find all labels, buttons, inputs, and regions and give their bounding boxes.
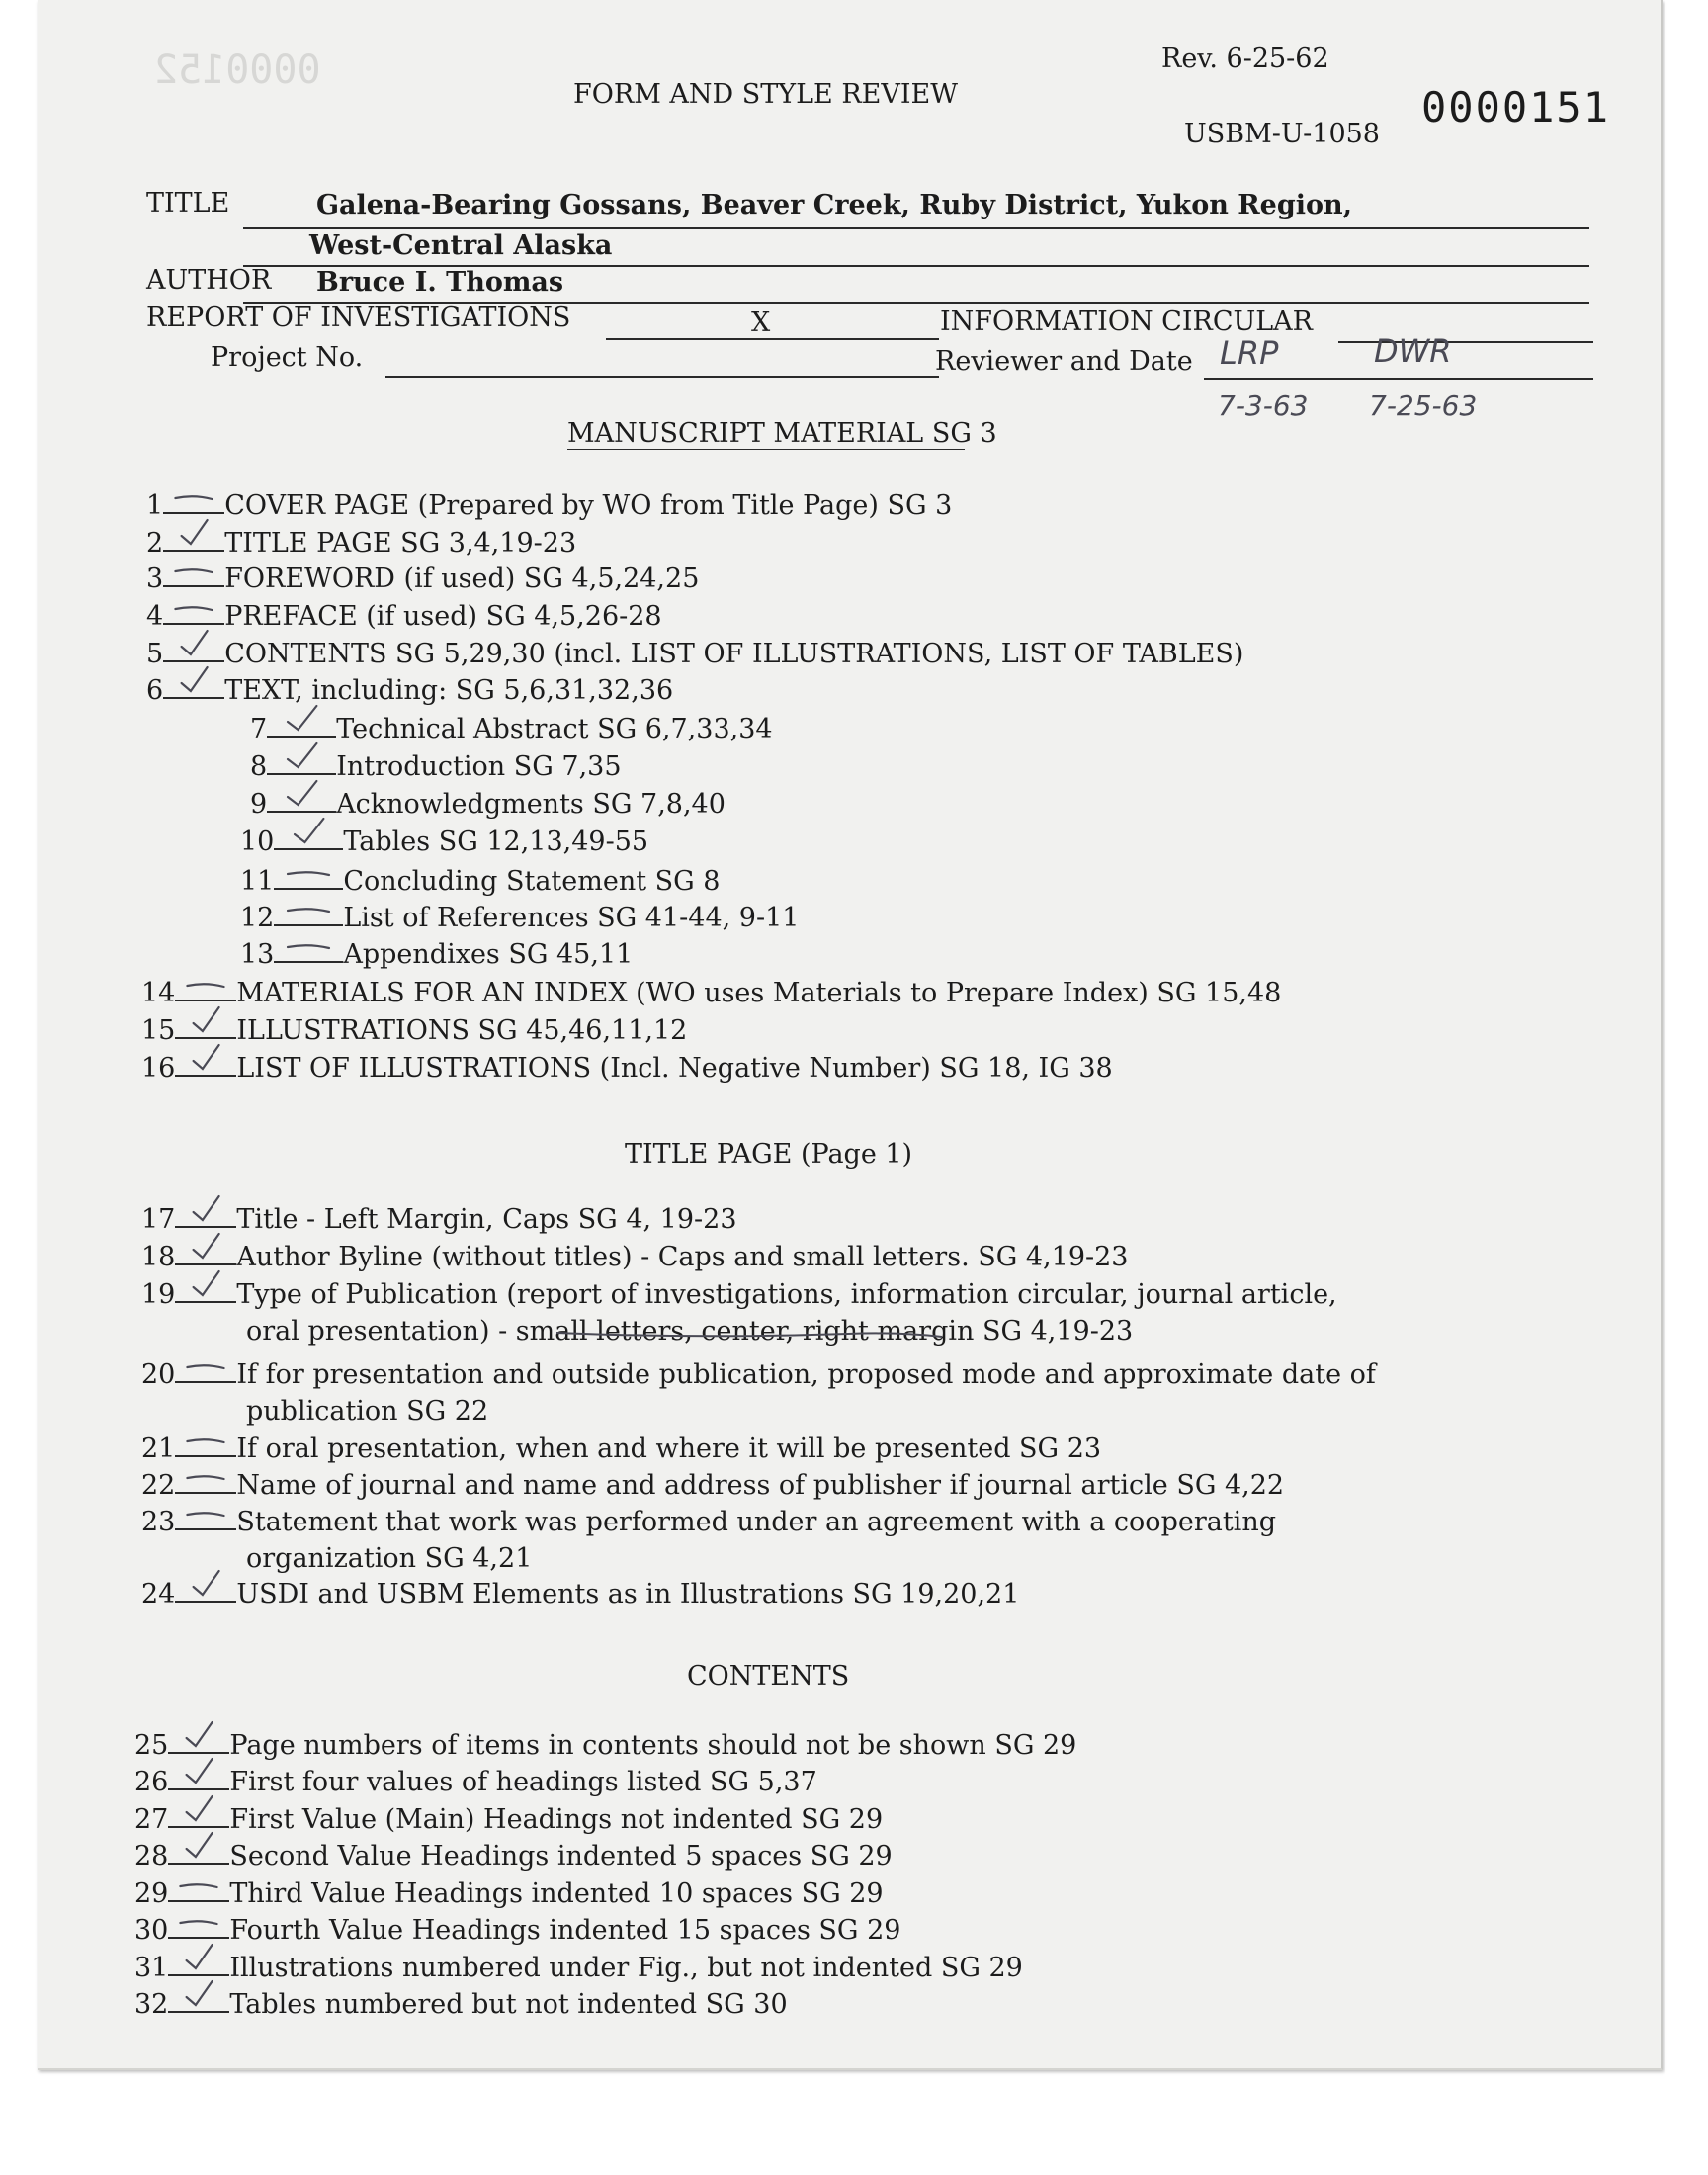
item-text: If oral presentation, when and where it will be presented SG 23	[236, 1434, 1102, 1464]
revision-date: Rev. 6-25-62	[1161, 44, 1329, 74]
bleed-through-stamp: 0000152	[154, 47, 321, 93]
checkmark-blank[interactable]	[163, 639, 224, 662]
dash-mark-icon	[274, 852, 343, 892]
dash-mark-icon	[163, 550, 224, 589]
item-text: Author Byline (without titles) - Caps and small letters. SG 4,19-23	[236, 1242, 1129, 1272]
check-mark-icon	[175, 1190, 236, 1230]
item-text: Fourth Value Headings indented 15 spaces SG 29	[229, 1915, 901, 1946]
item-number: 31	[134, 1953, 169, 1983]
item-number: 23	[141, 1507, 176, 1537]
check-mark-icon	[274, 813, 343, 852]
item-number: 10	[240, 826, 275, 857]
checklist-item-18	[141, 1242, 1128, 1273]
item-number: 14	[141, 978, 176, 1008]
checkmark-blank[interactable]	[267, 789, 336, 813]
check-mark-icon	[175, 1265, 236, 1305]
dash-blank[interactable]	[274, 903, 343, 926]
item-text: Second Value Headings indented 5 spaces SG 29	[229, 1841, 893, 1871]
check-mark-icon	[267, 775, 336, 815]
item-text: Concluding Statement SG 8	[343, 866, 721, 897]
dash-blank[interactable]	[175, 1359, 236, 1383]
checkmark-blank[interactable]	[175, 1242, 236, 1265]
dash-blank[interactable]	[168, 1915, 229, 1939]
dash-blank[interactable]	[168, 1878, 229, 1902]
dash-mark-icon	[274, 925, 343, 965]
item-text: Page numbers of items in contents should not be shown SG 29	[229, 1730, 1077, 1761]
checkmark-blank[interactable]	[274, 826, 343, 850]
dash-blank[interactable]	[163, 564, 224, 587]
item-text: MATERIALS FOR AN INDEX (WO uses Materials to Prepare Index) SG 15,48	[236, 978, 1282, 1008]
check-mark-icon	[163, 661, 224, 701]
item-number: 1	[146, 490, 164, 521]
dash-blank[interactable]	[274, 939, 343, 963]
item-number: 4	[146, 601, 164, 632]
checklist-item-14	[141, 978, 1281, 1009]
checklist-item-25	[134, 1730, 1076, 1762]
handwritten-underline	[552, 1325, 947, 1345]
check-mark-icon	[168, 1975, 229, 2015]
item-text: PREFACE (if used) SG 4,5,26-28	[224, 601, 662, 632]
item-text: TEXT, including: SG 5,6,31,32,36	[224, 675, 674, 706]
item-number: 22	[141, 1470, 176, 1501]
checklist-item-30	[134, 1915, 900, 1947]
checklist-item-31	[134, 1953, 1023, 1984]
reviewer2-initials: DWR	[1374, 332, 1452, 370]
check-mark-icon	[175, 1565, 236, 1605]
manuscript-material-heading: MANUSCRIPT MATERIAL SG 3	[567, 418, 997, 449]
check-mark-icon	[168, 1790, 229, 1830]
item-text: First four values of headings listed SG 5,37	[229, 1767, 817, 1797]
checklist-item-6	[146, 675, 673, 707]
item-text-continuation: organization SG 4,21	[246, 1543, 533, 1574]
item-text: ILLUSTRATIONS SG 45,46,11,12	[236, 1015, 688, 1046]
dash-mark-icon	[163, 477, 224, 516]
title-value-line1: Galena-Bearing Gossans, Beaver Creek, Ruby District, Yukon Region,	[316, 190, 1353, 220]
checklist-item-32	[134, 1989, 788, 2021]
check-mark-icon	[175, 1228, 236, 1267]
item-number: 6	[146, 675, 164, 706]
item-number: 13	[240, 939, 275, 970]
item-number: 24	[141, 1579, 176, 1610]
checklist-item-20	[141, 1359, 1376, 1391]
checklist-item-24	[141, 1579, 1019, 1610]
item-number: 8	[250, 751, 268, 782]
checkmark-blank[interactable]	[163, 528, 224, 552]
item-text: Tables numbered but not indented SG 30	[229, 1989, 788, 2020]
item-text: CONTENTS SG 5,29,30 (incl. LIST OF ILLUSTRATIONS, LIST OF TABLES)	[224, 639, 1244, 669]
item-number: 3	[146, 564, 164, 594]
checklist-item-26	[134, 1767, 817, 1798]
checklist-item-28	[134, 1841, 893, 1872]
checkmark-blank[interactable]	[175, 1579, 236, 1603]
check-mark-icon	[175, 1001, 236, 1041]
item-text-continuation: oral presentation) - small letters, center, right margin SG 4,19-23	[246, 1316, 1134, 1347]
checklist-item-3	[146, 564, 699, 595]
checklist-item-1	[146, 490, 952, 522]
checkmark-blank[interactable]	[168, 1841, 229, 1865]
checkmark-blank[interactable]	[168, 1953, 229, 1976]
author-label: AUTHOR	[146, 265, 272, 296]
check-mark-icon	[168, 1716, 229, 1756]
item-number: 19	[141, 1279, 176, 1310]
title-label: TITLE	[146, 188, 230, 218]
item-text: USDI and USBM Elements as in Illustrations SG 19,20,21	[236, 1579, 1020, 1610]
item-number: 17	[141, 1204, 176, 1235]
checklist-item-27	[134, 1804, 883, 1836]
reviewer1-date: 7-3-63	[1218, 390, 1309, 422]
dash-blank[interactable]	[274, 866, 343, 890]
checklist-item-16	[141, 1053, 1113, 1085]
checklist-item-19	[141, 1279, 1337, 1311]
checkmark-blank[interactable]	[175, 1015, 236, 1039]
item-number: 27	[134, 1804, 169, 1835]
check-mark-icon	[175, 1039, 236, 1079]
document-stamp-number: 0000151	[1421, 83, 1611, 131]
checkmark-blank[interactable]	[267, 751, 336, 775]
title-value-line2: West-Central Alaska	[309, 230, 613, 261]
item-number: 2	[146, 528, 164, 559]
item-number: 20	[141, 1359, 176, 1390]
checkmark-blank[interactable]	[175, 1053, 236, 1077]
author-value: Bruce I. Thomas	[316, 267, 564, 298]
dash-blank[interactable]	[163, 601, 224, 625]
item-number: 21	[141, 1434, 176, 1464]
item-text: Tables SG 12,13,49-55	[343, 826, 649, 857]
dash-mark-icon	[274, 889, 343, 928]
form-sheet	[38, 0, 1663, 2070]
checkmark-blank[interactable]	[175, 1279, 236, 1303]
check-mark-icon	[163, 514, 224, 554]
checklist-item-22	[141, 1470, 1284, 1502]
checklist-item-23	[141, 1507, 1276, 1538]
checkmark-blank[interactable]	[267, 714, 336, 738]
item-number: 7	[250, 714, 268, 744]
dash-mark-icon	[175, 1346, 236, 1385]
item-number: 30	[134, 1915, 169, 1946]
item-text: LIST OF ILLUSTRATIONS (Incl. Negative Number) SG 18, IG 38	[236, 1053, 1113, 1084]
item-number: 18	[141, 1242, 176, 1272]
item-number: 16	[141, 1053, 176, 1084]
dash-mark-icon	[168, 1865, 229, 1904]
dash-mark-icon	[163, 587, 224, 627]
dash-blank[interactable]	[175, 978, 236, 1001]
check-mark-icon	[267, 700, 336, 740]
reviewer1-initials: LRP	[1220, 334, 1279, 372]
contents-heading: CONTENTS	[687, 1661, 850, 1692]
dash-mark-icon	[175, 1493, 236, 1532]
item-number: 12	[240, 903, 275, 933]
dash-blank[interactable]	[163, 490, 224, 514]
project-number-label: Project No.	[211, 342, 364, 373]
checkmark-blank[interactable]	[168, 1804, 229, 1828]
form-title: FORM AND STYLE REVIEW	[573, 79, 958, 110]
title-page-heading: TITLE PAGE (Page 1)	[625, 1139, 913, 1170]
item-number: 5	[146, 639, 164, 669]
reviewer-and-date-label: Reviewer and Date	[935, 346, 1193, 377]
item-text: Illustrations numbered under Fig., but not indented SG 29	[229, 1953, 1023, 1983]
dash-mark-icon	[175, 964, 236, 1003]
report-of-investigations-mark: X	[751, 307, 771, 338]
item-text: Statement that work was performed under an agreement with a cooperating	[236, 1507, 1276, 1537]
item-text: Acknowledgments SG 7,8,40	[336, 789, 726, 820]
check-mark-icon	[168, 1753, 229, 1792]
dash-mark-icon	[168, 1901, 229, 1941]
check-mark-icon	[168, 1827, 229, 1867]
reviewer2-date: 7-25-63	[1369, 390, 1478, 422]
check-mark-icon	[168, 1939, 229, 1978]
item-number: 11	[240, 866, 275, 897]
dash-mark-icon	[175, 1420, 236, 1459]
dash-blank[interactable]	[175, 1507, 236, 1530]
item-text: Introduction SG 7,35	[336, 751, 622, 782]
item-number: 25	[134, 1730, 169, 1761]
checklist-item-5	[146, 639, 1243, 670]
checkmark-blank[interactable]	[175, 1204, 236, 1228]
checklist-item-21	[141, 1434, 1101, 1465]
checkmark-blank[interactable]	[168, 1730, 229, 1754]
checklist-item-29	[134, 1878, 884, 1910]
item-text: TITLE PAGE SG 3,4,19-23	[224, 528, 577, 559]
item-text: Name of journal and name and address of publisher if journal article SG 4,22	[236, 1470, 1285, 1501]
item-number: 9	[250, 789, 268, 820]
item-number: 28	[134, 1841, 169, 1871]
checkmark-blank[interactable]	[168, 1767, 229, 1790]
item-text: First Value (Main) Headings not indented SG 29	[229, 1804, 884, 1835]
item-text-continuation: publication SG 22	[246, 1396, 489, 1427]
item-text: Third Value Headings indented 10 spaces SG 29	[229, 1878, 884, 1909]
item-text: List of References SG 41-44, 9-11	[343, 903, 800, 933]
item-number: 26	[134, 1767, 169, 1797]
item-text: COVER PAGE (Prepared by WO from Title Page) SG 3	[224, 490, 953, 521]
item-text: Title - Left Margin, Caps SG 4, 19-23	[236, 1204, 737, 1235]
dash-blank[interactable]	[175, 1470, 236, 1494]
item-text: If for presentation and outside publication, proposed mode and approximate date of	[236, 1359, 1376, 1390]
dash-blank[interactable]	[175, 1434, 236, 1457]
form-number: USBM-U-1058	[1184, 119, 1380, 149]
checklist-item-13	[240, 939, 633, 971]
item-text: Type of Publication (report of investigations, information circular, journal article,	[236, 1279, 1337, 1310]
item-number: 29	[134, 1878, 169, 1909]
check-mark-icon	[267, 738, 336, 777]
item-number: 32	[134, 1989, 169, 2020]
report-of-investigations-label: REPORT OF INVESTIGATIONS	[146, 303, 571, 333]
information-circular-label: INFORMATION CIRCULAR	[940, 306, 1313, 337]
item-text: Technical Abstract SG 6,7,33,34	[336, 714, 773, 744]
dash-mark-icon	[175, 1456, 236, 1496]
item-text: FOREWORD (if used) SG 4,5,24,25	[224, 564, 700, 594]
checkmark-blank[interactable]	[163, 675, 224, 699]
item-text: Appendixes SG 45,11	[343, 939, 634, 970]
item-number: 15	[141, 1015, 176, 1046]
checkmark-blank[interactable]	[168, 1989, 229, 2013]
check-mark-icon	[163, 625, 224, 664]
